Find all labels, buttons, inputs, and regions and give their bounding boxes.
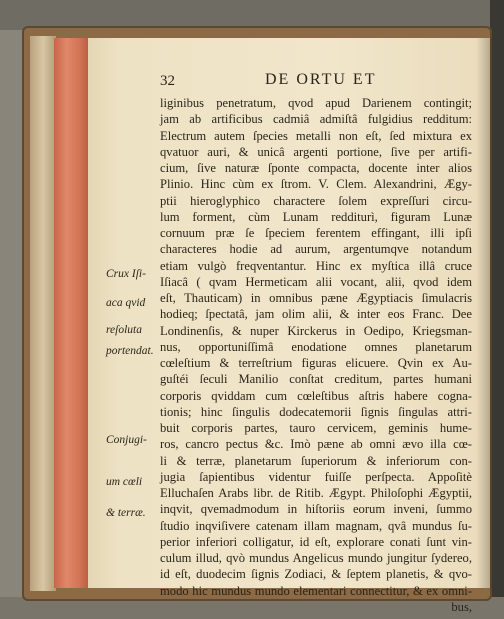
text-line: cœleſtium & terreſtrium figuras elicuere. Qvin ex Au- [160,356,472,370]
body-text [160,95,472,615]
text-line: Elluchaſen Arabs libr. de Ritib. Ægypt. Philoſophi Ægyptii, [160,486,472,500]
text-line: Electrum autem ſpecies metalli non eſt, ſed mixtura ex [160,128,472,143]
scan-background-right [490,0,504,619]
text-line: jugia ſapientibus videntur fuiſſe perſpecta. Appoſitè [160,469,472,484]
red-page-edges [54,38,90,588]
margin-note: um cœli [106,476,143,488]
text-line: guſtéi ſeculi Manilio conſtat creditum, partes humani [160,372,472,387]
text-line: li & terræ, planetarum ſuperiorum & inferiorum con- [160,453,472,468]
text-line: eſt, Thauticam) in omnibus pæne Ægyptiacis ſimulacris [160,291,472,305]
text-line: bus, [451,599,472,614]
margin-note: reſoluta [106,324,142,336]
text-line: Iſiacâ ( qvam Hermeticam alii vocant, alii, qvod idem [160,274,472,289]
text-line: nus, opportuniſſimâ enodatione omnes planetarum [160,339,472,354]
text-line: id eſt, duodecim ſignis Zodiaci, & ſeptem planetis, & qvo- [160,567,472,582]
text-line: Londinenſis, & nuper Kirckerus in Oedipo, Kriegsman- [160,323,472,338]
book-spine-edge [30,36,56,591]
text-line: tionis; hinc ſingulis dodecatemorii ſignis ſingulas attri- [160,404,472,419]
text-line: modo hic mundus mundo elementari connectitur, & ex omni- [160,583,472,598]
text-line: etiam vulgò freqventantur. Hinc ex myſtica illâ cruce [160,258,472,273]
text-line: lum forment, cùm Lunam redditurì, figuram Lunæ [160,209,472,224]
text-line: characteres hodie ad aurum, argentumqve notandum [160,242,472,257]
page-number: 32 [160,73,175,89]
text-line: qvatuor auri, & unicâ argenti portione, ſive per artifi- [160,144,472,159]
text-line: Plinio. Hinc cùm ex ſtrom. V. Clem. Alexandrini, Ægy- [160,177,472,192]
text-line: inqvit, qvemadmodum in hiſtoriis eorum inveni, ſummo [160,502,472,517]
text-line: perior inferiori colligatur, id eſt, explorare conati ſunt vin- [160,534,472,549]
text-line: jam ab artificibus cadmiâ admiſtâ fulgidius redditum: [160,112,472,127]
text-line: ptii hieroglyphico charactere ſolem expreſſuri circu- [160,193,472,208]
text-line: culum illud, qvò mundus Angelicus mundo jungitur ſydereo, [160,551,472,565]
margin-note: & terræ. [106,507,146,519]
text-line: buit corporis partes, tauro cervicem, geminis hume- [160,421,472,435]
text-line: liginibus penetratum, qvod apud Darienem contingit; [160,96,472,110]
margin-note: portendat. [106,345,154,357]
text-line: hodieq; ſpectatâ, jam olim alii, & inter eos Franc. Dee [160,307,472,322]
text-line: ros, cancro pectus &c. Imò pæne ab omni ævo illa cœ- [160,437,472,452]
text-line: cornuum præ ſe ſpeciem ferentem effingant, illi ipſi [160,226,472,240]
margin-note: aca qvid [106,297,146,309]
text-line: ſtudio inqviſivere catenam illam magnam, qvâ mundus ſu- [160,518,472,533]
margin-note: Crux Iſi- [106,268,146,280]
page-gutter-shadow [476,38,492,588]
text-line: corporis qviddam cum cœleſtibus aſtris habere cogna- [160,388,472,403]
text-line: cium, ſive naturæ ſponte compacta, docente inter alios [160,161,472,175]
running-head: DE ORTU ET [265,71,377,88]
margin-note: Conjugi- [106,434,147,446]
